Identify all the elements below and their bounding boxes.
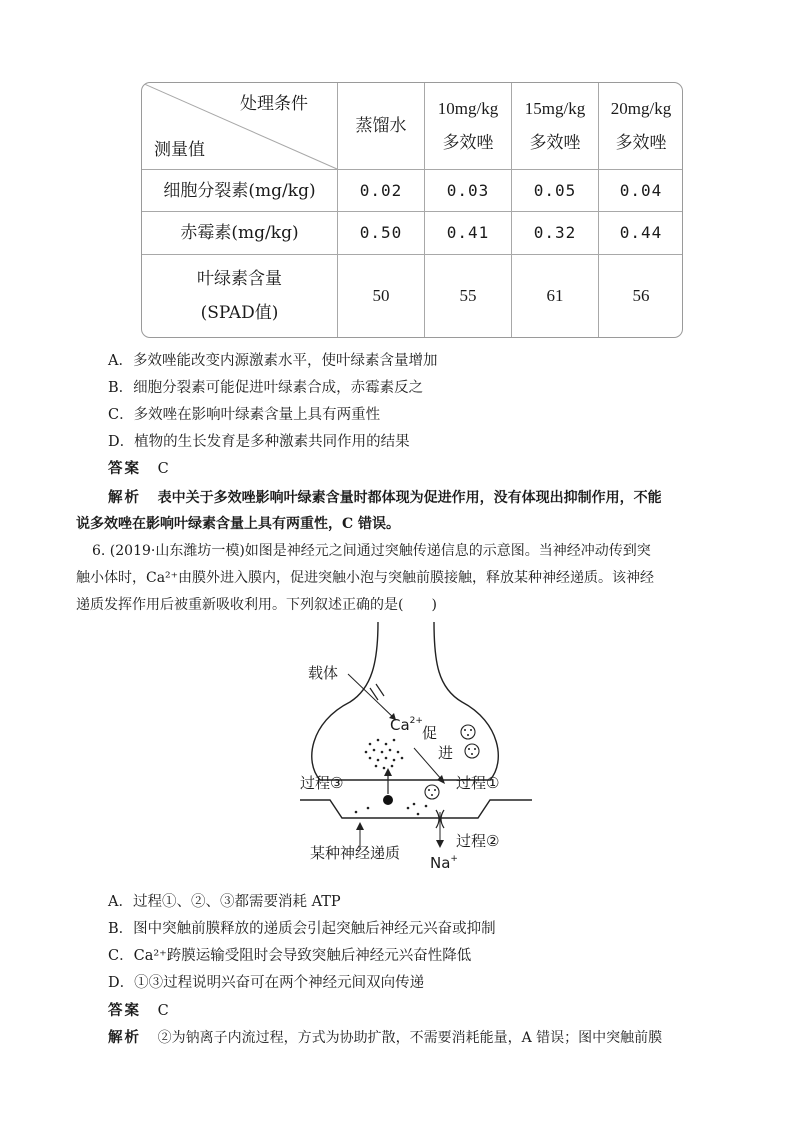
q5-analysis-cont: 说多效唑在影响叶绿素含量上具有两重性，C 错误。 bbox=[76, 516, 401, 532]
synapse-diagram bbox=[290, 622, 540, 884]
q6-option-d: D．①③过程说明兴奋可在两个神经元间双向传递 bbox=[108, 975, 425, 991]
table-cell: 50 bbox=[372, 286, 390, 305]
header-condition: 处理条件 bbox=[240, 94, 308, 114]
answer-value: C bbox=[157, 461, 169, 477]
q5-option-b: B．细胞分裂素可能促进叶绿素合成，赤霉素反之 bbox=[108, 380, 424, 396]
process3-arrowhead bbox=[384, 768, 392, 776]
analysis-label: 解析 bbox=[108, 1029, 141, 1046]
column-header-text: 多效唑 bbox=[529, 133, 581, 153]
table-cell: 55 bbox=[459, 286, 477, 305]
q6-stem-line: 触小体时，Ca²⁺由膜外进入膜内，促进突触小泡与突触前膜接触，释放某种神经递质。该神经 bbox=[76, 570, 655, 586]
row-label: 细胞分裂素(mg/kg) bbox=[163, 180, 316, 201]
table-cell: 0.41 bbox=[446, 223, 490, 242]
transmitter-label: 某种神经递质 bbox=[310, 844, 401, 862]
q6-answer bbox=[108, 999, 169, 1020]
q5-answer bbox=[108, 457, 169, 478]
process1-label: 过程① bbox=[456, 774, 500, 792]
carrier-arrow bbox=[348, 674, 396, 720]
promote-label-2: 进 bbox=[438, 744, 454, 762]
table-cell: 0.03 bbox=[446, 180, 490, 200]
postsynaptic-membrane bbox=[300, 800, 532, 818]
q5-analysis bbox=[108, 486, 662, 507]
synapse-svg bbox=[290, 622, 540, 884]
q5-option-d: D．植物的生长发育是多种激素共同作用的结果 bbox=[108, 434, 410, 450]
carrier-label: 载体 bbox=[308, 664, 339, 682]
column-header bbox=[512, 83, 598, 169]
row-label: 赤霉素(mg/kg) bbox=[180, 223, 299, 243]
answer-label: 答案 bbox=[108, 460, 141, 477]
ca-label: $Ca^{2+}$ bbox=[390, 716, 423, 734]
answer-label: 答案 bbox=[108, 1002, 141, 1019]
process2-arrowhead bbox=[436, 840, 444, 848]
column-header bbox=[599, 83, 683, 169]
q6-analysis bbox=[108, 1026, 662, 1047]
column-header-text: 20mg/kg bbox=[610, 99, 672, 118]
promote-label-1: 促 bbox=[422, 724, 438, 742]
table-cell: 0.02 bbox=[359, 180, 403, 200]
row-label-text: (SPAD值) bbox=[200, 303, 279, 323]
transmitter-arrowhead bbox=[356, 822, 364, 830]
column-header-text: 10mg/kg bbox=[437, 99, 499, 118]
row-label-text: 叶绿素含量 bbox=[197, 269, 282, 289]
column-header-text: 多效唑 bbox=[442, 133, 494, 153]
q6-stem-line: 6. (2019·山东潍坊一模)如图是神经元之间通过突触传递信息的示意图。当神经冲动传到突 bbox=[92, 543, 651, 559]
column-header bbox=[338, 83, 424, 169]
table-cell: 0.44 bbox=[619, 223, 663, 242]
analysis-text: ②为钠离子内流过程，方式为协助扩散，不需要消耗能量，A 错误；图中突触前膜 bbox=[157, 1030, 663, 1046]
data-table bbox=[141, 82, 683, 338]
q5-option-c: C．多效唑在影响叶绿素含量上具有两重性 bbox=[108, 407, 381, 423]
table-cell: 56 bbox=[632, 286, 650, 305]
table-cell: 0.50 bbox=[359, 223, 403, 242]
table-cell: 0.04 bbox=[619, 180, 663, 200]
process2-label: 过程② bbox=[456, 832, 500, 850]
table-cell: 0.32 bbox=[533, 223, 577, 242]
cleft-transmitter bbox=[355, 803, 428, 816]
table-cell: 0.05 bbox=[533, 180, 577, 200]
q6-option-a: A．过程①、②、③都需要消耗 ATP bbox=[108, 894, 341, 910]
q5-option-a: A．多效唑能改变内源激素水平，使叶绿素含量增加 bbox=[108, 353, 438, 369]
reuptake-carrier bbox=[383, 795, 393, 805]
analysis-text: 表中关于多效唑影响叶绿素含量时都体现为促进作用，没有体现出抑制作用，不能 bbox=[157, 490, 662, 506]
row-label bbox=[142, 255, 337, 337]
table-cell: 61 bbox=[546, 286, 564, 305]
q6-stem-line: 递质发挥作用后被重新吸收利用。下列叙述正确的是( ) bbox=[76, 597, 437, 613]
q6-option-b: B．图中突触前膜释放的递质会引起突触后神经元兴奋或抑制 bbox=[108, 921, 496, 937]
column-header-text: 蒸馏水 bbox=[355, 116, 407, 136]
column-header bbox=[425, 83, 511, 169]
process3-label: 过程③ bbox=[300, 774, 344, 792]
q6-option-c: C．Ca²⁺跨膜运输受阻时会导致突触后神经元兴奋性降低 bbox=[108, 948, 472, 964]
column-header-text: 15mg/kg bbox=[524, 99, 586, 118]
column-header-text: 多效唑 bbox=[615, 133, 667, 153]
na-label: Na+ bbox=[430, 854, 458, 872]
header-measure: 测量值 bbox=[154, 140, 205, 160]
transmitter-cluster bbox=[365, 739, 404, 770]
analysis-label: 解析 bbox=[108, 489, 141, 506]
answer-value: C bbox=[157, 1003, 169, 1019]
